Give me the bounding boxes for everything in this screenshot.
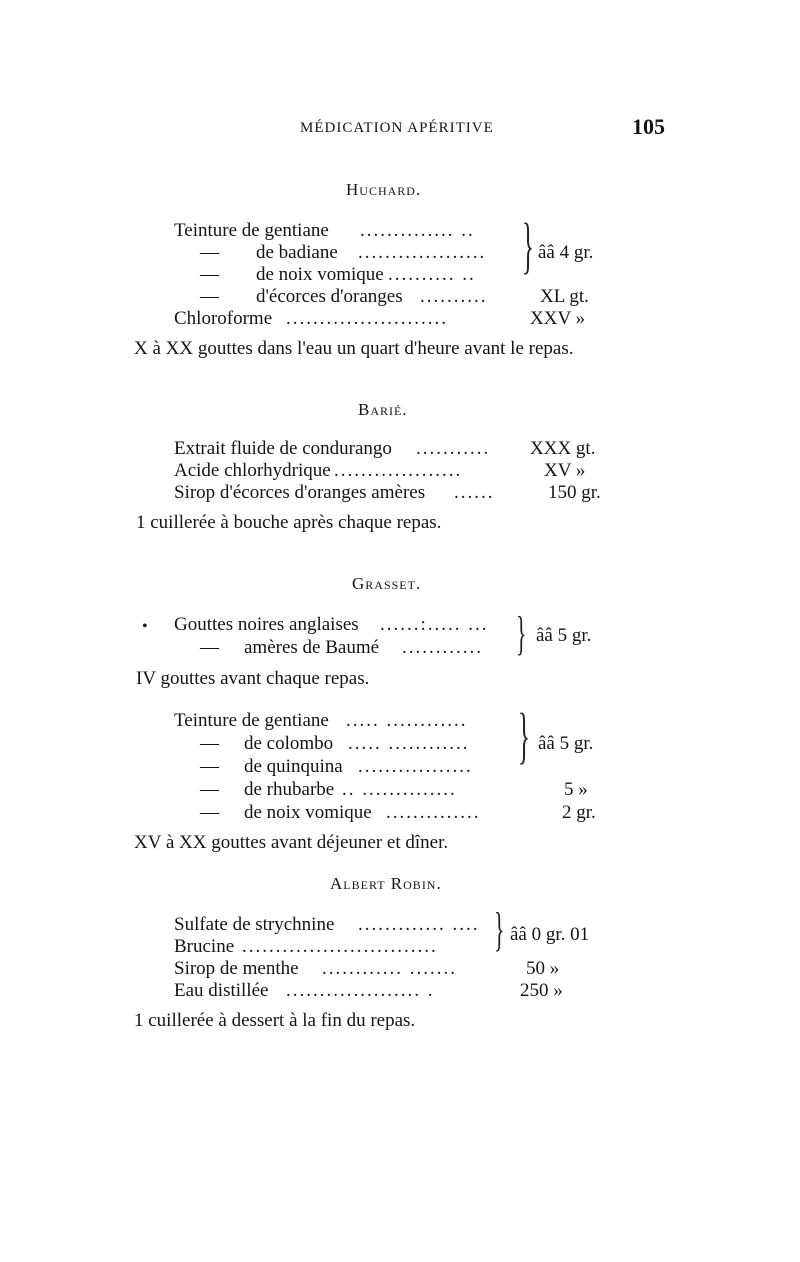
ingredient-name: Teinture de gentiane [174,710,329,731]
dosage-instruction: 1 cuillerée à dessert à la fin du repas. [134,1010,416,1031]
dosage-instruction: 1 cuillerée à bouche après chaque repas. [136,512,442,533]
ingredient-quantity: 50 » [526,958,560,979]
leader-dots: ................... [358,242,487,263]
ingredient-name: Sulfate de strychnine [174,914,335,935]
leader-dots: .......... [420,286,488,307]
group-quantity: ââ 5 gr. [536,625,592,646]
grouping-brace: } [516,607,527,660]
ingredient-quantity: 150 gr. [548,482,601,503]
ingredient-quantity: XXX gt. [530,438,596,459]
section-title-huchard: Huchard. [346,180,422,199]
grouping-brace: } [522,212,534,280]
ingredient-name: de noix vomique [256,264,384,285]
group-quantity: ââ 5 gr. [538,733,594,754]
ingredient-quantity: XV » [544,460,586,481]
ditto-dash: — [200,264,219,285]
leader-dots: ........... [416,438,491,459]
ingredient-name: Brucine [174,936,235,957]
ditto-dash: — [200,733,219,754]
leader-dots: .. .............. [342,779,457,800]
ingredient-quantity: XL gt. [540,286,589,307]
leader-dots: ......:..... ... [380,614,489,635]
ingredient-name: de rhubarbe [244,779,335,800]
leader-dots: ................. [358,756,473,777]
ingredient-name: Sirop de menthe [174,958,299,979]
leader-dots: ..... ............ [348,733,470,754]
ingredient-name: Gouttes noires anglaises [174,614,359,635]
dosage-instruction: XV à XX gouttes avant déjeuner et dîner. [134,832,449,853]
ingredient-name: d'écorces d'oranges [256,286,403,307]
leader-dots: .............. [386,802,481,823]
group-quantity: ââ 0 gr. 01 [510,924,590,945]
ditto-dash: — [200,242,219,263]
leader-dots: ............. .... [358,914,480,935]
ingredient-quantity: XXV » [530,308,586,329]
section-title-barie: Barié. [358,400,408,419]
leader-dots: ........................ [286,308,448,329]
ditto-dash: — [200,779,219,800]
ingredient-name: Extrait fluide de condurango [174,438,392,459]
page-number: 105 [632,114,665,139]
leader-dots: ............ ....... [322,958,457,979]
ingredient-quantity: 250 » [520,980,563,1001]
ingredient-name: Sirop d'écorces d'oranges amères [174,482,426,503]
ditto-dash: — [200,802,219,823]
leader-dots: ............ [402,637,483,658]
ingredient-name: de noix vomique [244,802,372,823]
leader-dots: ............................. [242,936,438,957]
dosage-instruction: X à XX gouttes dans l'eau un quart d'heure avant le repas. [134,338,574,359]
ditto-dash: — [200,637,219,658]
dosage-instruction: IV gouttes avant chaque repas. [136,668,370,689]
ditto-dash: — [200,286,219,307]
ingredient-name: Acide chlorhydrique [174,460,331,481]
ingredient-name: Teinture de gentiane [174,220,329,241]
leader-dots: .......... .. [388,264,476,285]
leader-dots: ..... ............ [346,710,468,731]
leader-dots: ...... [454,482,495,503]
grouping-brace: } [518,702,530,770]
ingredient-name: Eau distillée [174,980,269,1001]
ingredient-quantity: 2 gr. [562,802,596,823]
ingredient-name: de badiane [256,242,338,263]
ingredient-name: Chloroforme [174,308,273,329]
ingredient-name: de colombo [244,733,334,754]
ingredient-name: amères de Baumé [244,637,380,658]
section-title-grasset: Grasset. [352,574,422,593]
running-title: MÉDICATION APÉRITIVE [300,120,494,136]
ingredient-name: de quinquina [244,756,343,777]
ingredient-quantity: 5 » [564,779,588,800]
leader-dots: .................... . [286,980,435,1001]
grouping-brace: } [494,903,505,956]
group-quantity: ââ 4 gr. [538,242,594,263]
ditto-dash: — [200,756,219,777]
leader-dots: ................... [334,460,463,481]
leader-dots: .............. .. [360,220,475,241]
stray-mark: • [142,618,148,635]
section-title-robin: Albert Robin. [330,874,442,893]
